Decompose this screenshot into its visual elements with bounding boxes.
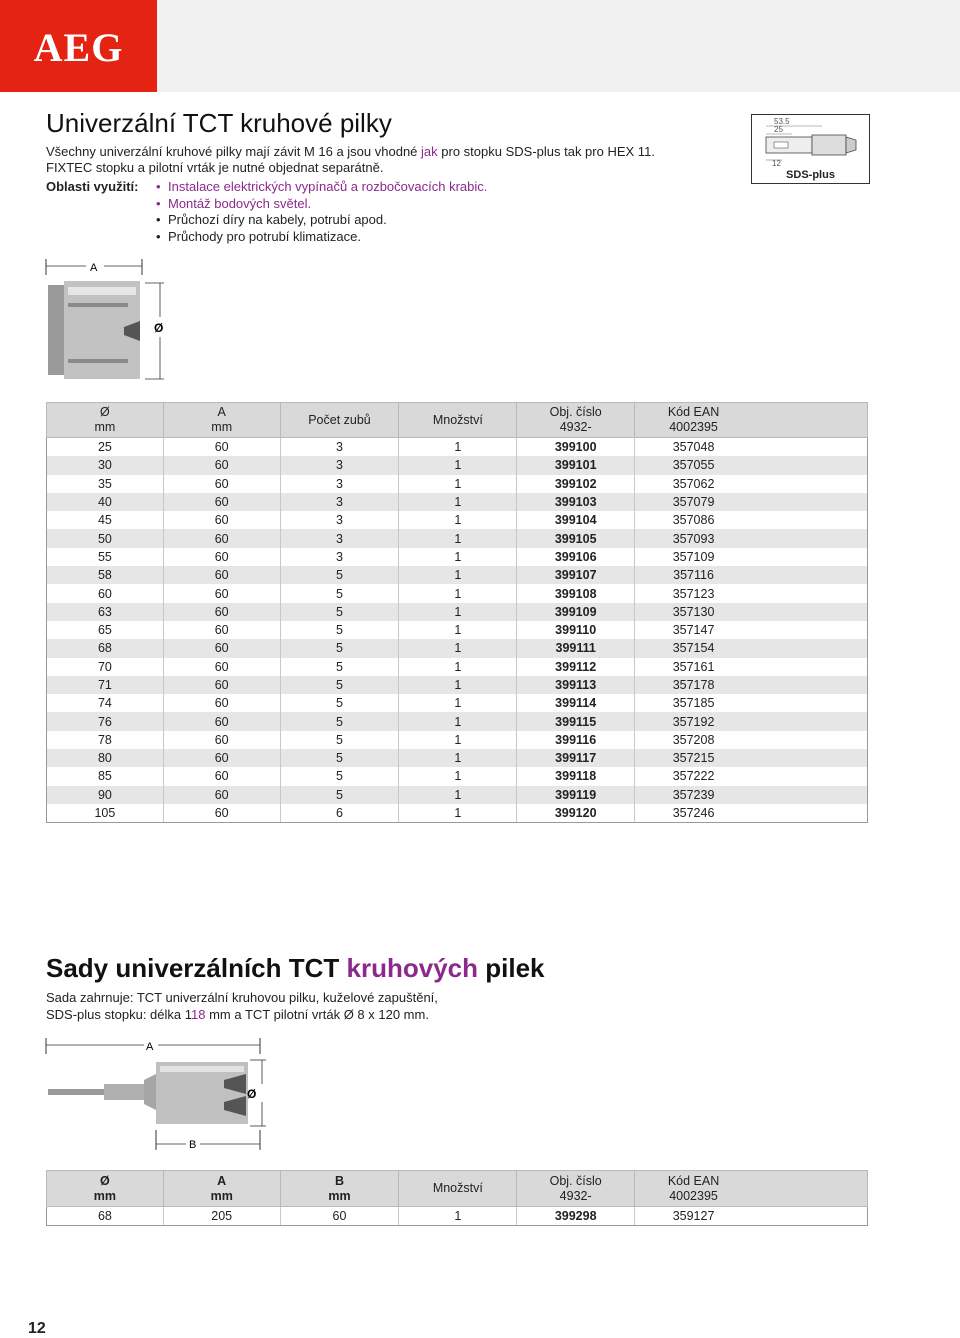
table-cell: 399114: [517, 694, 635, 712]
table-cell: 5: [280, 639, 399, 657]
table-cell: 90: [47, 786, 164, 804]
table-row: [47, 658, 868, 676]
table-cell: 1: [399, 566, 517, 584]
set-dim-a-label: A: [146, 1041, 154, 1053]
usage-list: [156, 179, 576, 245]
table-cell: 399102: [517, 475, 635, 493]
table-cell: 1: [399, 511, 517, 529]
table-cell: 1: [399, 658, 517, 676]
table-cell: 5: [280, 767, 399, 785]
table-cell: 3: [280, 456, 399, 474]
table-cell: 25: [47, 438, 164, 457]
table-cell: 205: [163, 1207, 280, 1226]
table-cell: 357109: [635, 548, 868, 566]
table-row: [47, 786, 868, 804]
table-cell: 30: [47, 456, 164, 474]
table-cell: 5: [280, 749, 399, 767]
table-cell: 60: [163, 456, 280, 474]
table-row: [47, 584, 868, 602]
table-row: [47, 712, 868, 730]
table-cell: 357215: [635, 749, 868, 767]
table-cell: 5: [280, 676, 399, 694]
col-header-teeth: Počet zubů: [280, 403, 399, 438]
table-cell: 399107: [517, 566, 635, 584]
table-cell: 359127: [635, 1207, 868, 1226]
table-cell: 60: [163, 767, 280, 785]
table-cell: 60: [163, 694, 280, 712]
table-row: [47, 767, 868, 785]
sds-shank-drawing: [752, 115, 869, 171]
table-cell: 5: [280, 712, 399, 730]
table-cell: 1: [399, 438, 517, 457]
table-cell: 60: [163, 731, 280, 749]
col-header-diam: Ø mm: [47, 403, 164, 438]
table-cell: 60: [163, 511, 280, 529]
table-header-row: [47, 1171, 868, 1207]
table-cell: 1: [399, 493, 517, 511]
table-cell: 399112: [517, 658, 635, 676]
sds-label: SDS-plus: [786, 169, 835, 181]
table-cell: 60: [163, 749, 280, 767]
header-bar: [157, 0, 960, 92]
table-cell: 68: [47, 639, 164, 657]
table-cell: 60: [163, 438, 280, 457]
table-cell: 399103: [517, 493, 635, 511]
table-cell: 78: [47, 731, 164, 749]
table-cell: 80: [47, 749, 164, 767]
table-cell: 357116: [635, 566, 868, 584]
table-cell: 5: [280, 621, 399, 639]
table-row: [47, 694, 868, 712]
table-cell: 3: [280, 493, 399, 511]
table-row: [47, 475, 868, 493]
sds-plus-figure: [751, 114, 870, 184]
dim-a-label: A: [90, 262, 98, 274]
usage-item: • Průchody pro potrubí klimatizace.: [156, 228, 361, 244]
table-cell: 357086: [635, 511, 868, 529]
table-row: [47, 566, 868, 584]
table-cell: 1: [399, 548, 517, 566]
holesaw-set-diagram: [44, 1036, 274, 1156]
table-cell: 1: [399, 456, 517, 474]
table-cell: 1: [399, 731, 517, 749]
table-cell: 357178: [635, 676, 868, 694]
table-cell: 1: [399, 712, 517, 730]
table-cell: 60: [163, 712, 280, 730]
table-cell: 60: [163, 584, 280, 602]
table-cell: 399109: [517, 603, 635, 621]
brand-logo-box: [0, 0, 157, 92]
table-cell: 5: [280, 658, 399, 676]
table-cell: 5: [280, 786, 399, 804]
table-cell: 60: [163, 529, 280, 547]
usage-item: • Průchozí díry na kabely, potrubí apod.: [156, 212, 387, 227]
dim-d-label: Ø: [154, 321, 164, 335]
table-row: [47, 1207, 868, 1226]
table-cell: 399108: [517, 584, 635, 602]
table-cell: 5: [280, 584, 399, 602]
table-cell: 357079: [635, 493, 868, 511]
table-cell: 60: [163, 804, 280, 823]
table-cell: 357161: [635, 658, 868, 676]
table-row: [47, 731, 868, 749]
table-row: [47, 639, 868, 657]
holesaw-set-table-body: [47, 1207, 868, 1226]
table-cell: 1: [399, 694, 517, 712]
col-header-qty: Množství: [399, 403, 517, 438]
table-cell: 357222: [635, 767, 868, 785]
table-cell: 3: [280, 548, 399, 566]
set-dim-d-label: Ø: [247, 1087, 257, 1101]
table-row: [47, 621, 868, 639]
table-cell: 357246: [635, 804, 868, 823]
table-cell: 357048: [635, 438, 868, 457]
table-cell: 68: [47, 1207, 164, 1226]
section2-desc-line2: SDS-plus stopku: délka 118 mm a TCT pilotní vrták Ø 8 x 120 mm.: [46, 1006, 429, 1022]
table-cell: 357185: [635, 694, 868, 712]
table-cell: 1: [399, 1207, 517, 1226]
holesaw-table-body: [47, 438, 868, 823]
table-cell: 60: [163, 786, 280, 804]
table-row: [47, 676, 868, 694]
table-cell: 5: [280, 566, 399, 584]
table-cell: 399106: [517, 548, 635, 566]
col-header-a: A mm: [163, 403, 280, 438]
table-cell: 6: [280, 804, 399, 823]
table-cell: 399116: [517, 731, 635, 749]
table-row: [47, 804, 868, 823]
table-cell: 357062: [635, 475, 868, 493]
table-cell: 60: [163, 548, 280, 566]
table-cell: 60: [280, 1207, 399, 1226]
table-cell: 399115: [517, 712, 635, 730]
col-header-a: A mm: [163, 1171, 280, 1207]
table-row: [47, 438, 868, 457]
table-cell: 399104: [517, 511, 635, 529]
table-cell: 357130: [635, 603, 868, 621]
sds-dim3: 12: [772, 159, 781, 168]
table-cell: 60: [163, 566, 280, 584]
table-cell: 357208: [635, 731, 868, 749]
table-cell: 74: [47, 694, 164, 712]
table-cell: 85: [47, 767, 164, 785]
table-cell: 35: [47, 475, 164, 493]
table-cell: 399101: [517, 456, 635, 474]
table-cell: 60: [163, 621, 280, 639]
table-cell: 1: [399, 767, 517, 785]
section1-intro: [46, 144, 706, 176]
table-cell: 399113: [517, 676, 635, 694]
table-cell: 1: [399, 676, 517, 694]
table-row: [47, 493, 868, 511]
col-header-obj: Obj. číslo 4932-: [517, 403, 635, 438]
table-cell: 1: [399, 529, 517, 547]
col-header-b: B mm: [280, 1171, 399, 1207]
sds-dim1: 53.5: [774, 117, 790, 126]
table-cell: 60: [47, 584, 164, 602]
col-header-qty: Množství: [399, 1171, 517, 1207]
table-cell: 399100: [517, 438, 635, 457]
intro-line1-purple: jak: [421, 144, 438, 159]
col-header-obj: Obj. číslo 4932-: [517, 1171, 635, 1207]
table-cell: 60: [163, 658, 280, 676]
table-cell: 5: [280, 694, 399, 712]
table-cell: 357055: [635, 456, 868, 474]
holesaw-set-table: [46, 1170, 868, 1226]
brand-logo: AEG: [33, 25, 124, 70]
table-row: [47, 529, 868, 547]
table-cell: 3: [280, 529, 399, 547]
table-cell: 399117: [517, 749, 635, 767]
intro-line2: FIXTEC stopku a pilotní vrták je nutné objednat separátně.: [46, 160, 384, 175]
table-row: [47, 603, 868, 621]
table-cell: 357239: [635, 786, 868, 804]
col-header-ean: Kód EAN 4002395: [635, 403, 868, 438]
table-cell: 5: [280, 731, 399, 749]
table-cell: 70: [47, 658, 164, 676]
table-cell: 60: [163, 603, 280, 621]
table-cell: 105: [47, 804, 164, 823]
table-cell: 60: [163, 639, 280, 657]
table-cell: 399118: [517, 767, 635, 785]
table-cell: 71: [47, 676, 164, 694]
table-cell: 399111: [517, 639, 635, 657]
intro-line1-b: pro stopku SDS-plus tak pro HEX 11.: [437, 144, 655, 159]
usage-label: Oblasti využití:: [46, 179, 139, 194]
table-cell: 76: [47, 712, 164, 730]
set-dim-b-label: B: [189, 1139, 197, 1151]
table-cell: 399105: [517, 529, 635, 547]
table-row: [47, 511, 868, 529]
col-header-ean: Kód EAN 4002395: [635, 1171, 868, 1207]
table-cell: 5: [280, 603, 399, 621]
table-row: [47, 749, 868, 767]
table-cell: 40: [47, 493, 164, 511]
section2-description: [46, 990, 646, 1023]
table-cell: 1: [399, 804, 517, 823]
table-cell: 1: [399, 786, 517, 804]
table-header-row: [47, 403, 868, 438]
table-cell: 60: [163, 475, 280, 493]
intro-line1-a: Všechny univerzální kruhové pilky mají závit M 16 a jsou vhodné: [46, 144, 422, 159]
table-cell: 357154: [635, 639, 868, 657]
table-cell: 45: [47, 511, 164, 529]
table-row: [47, 456, 868, 474]
table-cell: 3: [280, 438, 399, 457]
holesaw-diagram: [44, 255, 184, 385]
table-row: [47, 548, 868, 566]
table-cell: 399119: [517, 786, 635, 804]
usage-item: • Montáž bodových světel.: [156, 195, 312, 211]
table-cell: 3: [280, 475, 399, 493]
table-cell: 65: [47, 621, 164, 639]
table-cell: 357192: [635, 712, 868, 730]
table-cell: 50: [47, 529, 164, 547]
section2-title: Sady univerzálních TCT kruhových pilek: [46, 953, 545, 983]
table-cell: 3: [280, 511, 399, 529]
table-cell: 58: [47, 566, 164, 584]
usage-item: • Instalace elektrických vypínačů a rozbočovacích krabic.: [156, 179, 488, 194]
table-cell: 1: [399, 603, 517, 621]
table-cell: 1: [399, 475, 517, 493]
table-cell: 357093: [635, 529, 868, 547]
table-cell: 55: [47, 548, 164, 566]
table-cell: 1: [399, 621, 517, 639]
table-cell: 357123: [635, 584, 868, 602]
section2-desc-line1: Sada zahrnuje: TCT univerzální kruhovou pilku, kuželové zapuštění,: [46, 990, 438, 1005]
table-cell: 1: [399, 584, 517, 602]
table-cell: 1: [399, 749, 517, 767]
holesaw-table: [46, 402, 868, 823]
section1-title: Univerzální TCT kruhové pilky: [46, 108, 392, 138]
table-cell: 63: [47, 603, 164, 621]
table-cell: 399298: [517, 1207, 635, 1226]
col-header-diam: Ø mm: [47, 1171, 164, 1207]
table-cell: 60: [163, 493, 280, 511]
table-cell: 399110: [517, 621, 635, 639]
sds-dim2: 25: [774, 125, 783, 134]
table-cell: 399120: [517, 804, 635, 823]
table-cell: 1: [399, 639, 517, 657]
page-number: 12: [28, 1320, 46, 1337]
table-cell: 357147: [635, 621, 868, 639]
table-cell: 60: [163, 676, 280, 694]
